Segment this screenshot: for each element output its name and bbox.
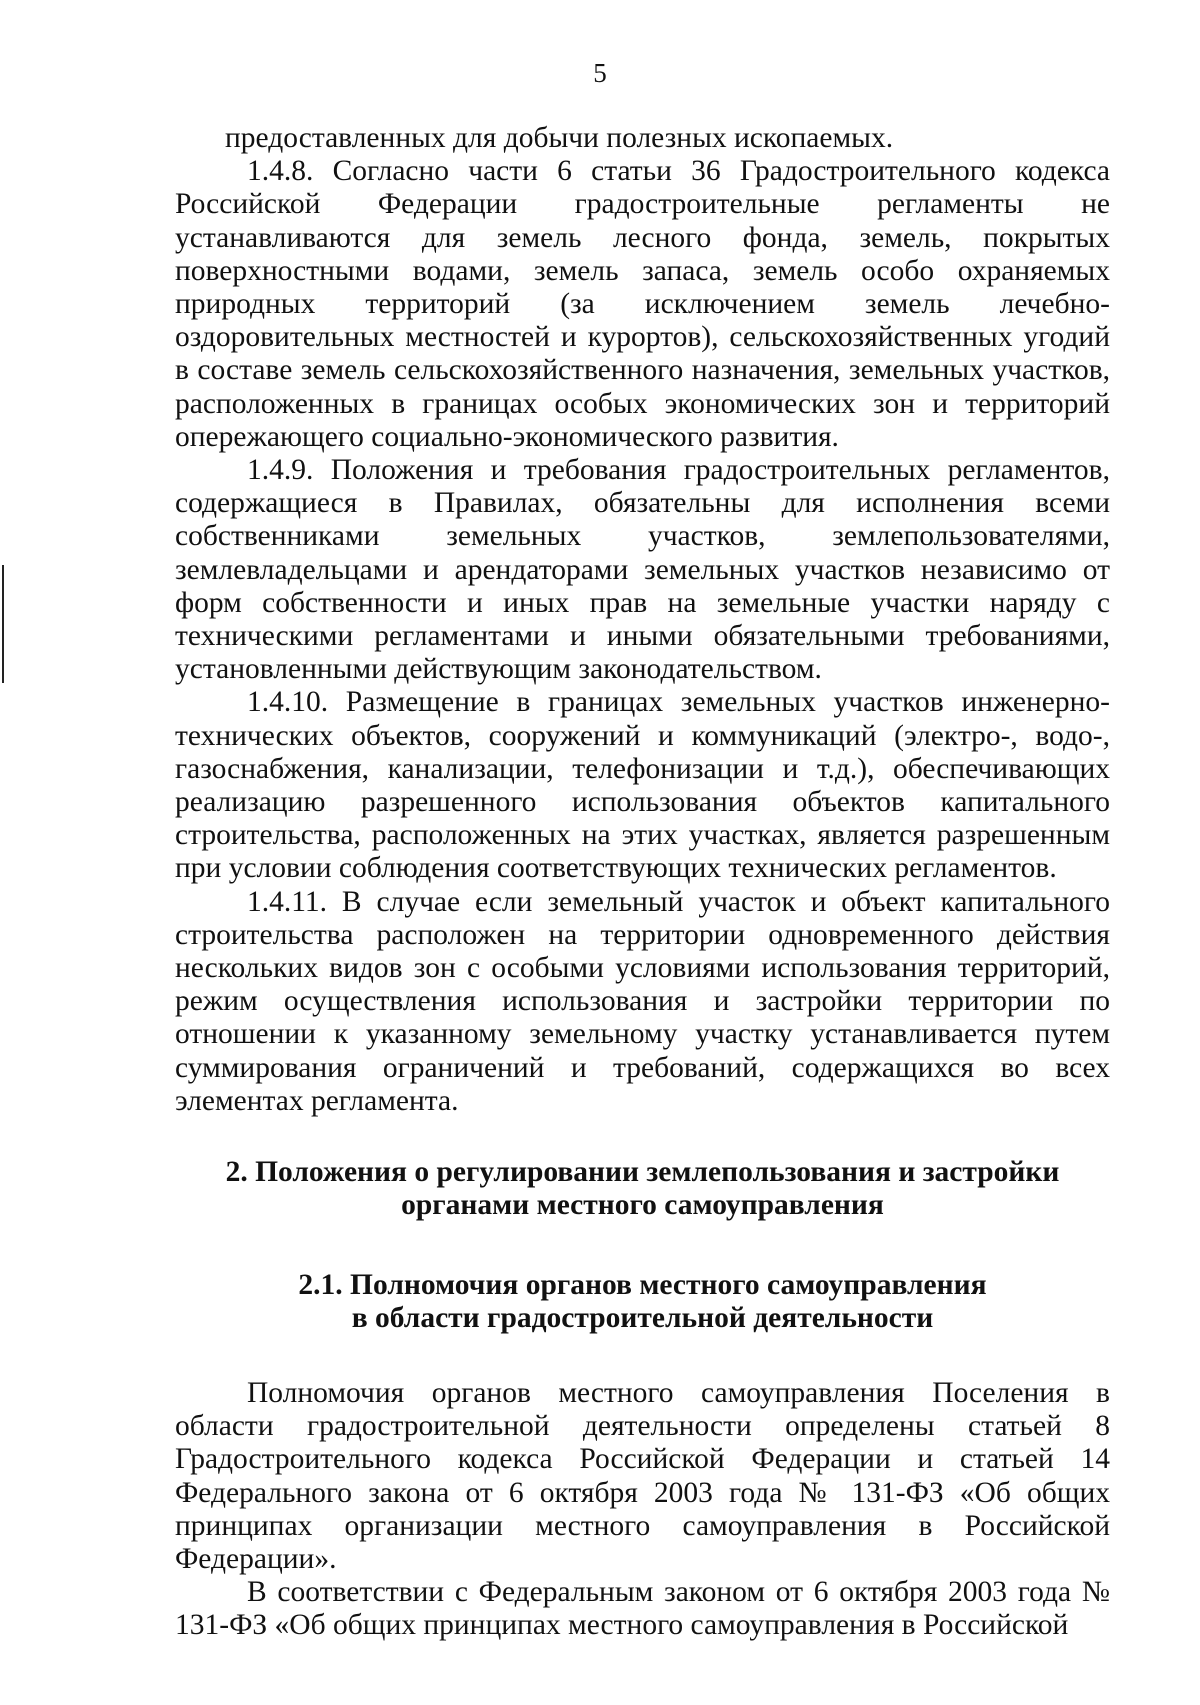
- spacer: [175, 1223, 1110, 1269]
- subsection-heading-line-2: в области градостроительной деятельности: [351, 1301, 934, 1334]
- paragraph-1-4-10: 1.4.10. Размещение в границах земельных участков инженерно-технических объектов, сооружений и коммуникаций (электро-, водо-, газоснабжения, канализации, телефонизации и т.д.), обеспечивающих реализацию разрешенного использования объектов капитального строительства, расположенных на этих участках, является разрешенным при условии соблюдения соответствующих технических регламентов.: [175, 686, 1110, 885]
- page-number: 5: [593, 58, 607, 88]
- subsection-heading: [175, 1269, 1110, 1335]
- spacer: [175, 1335, 1110, 1377]
- section-heading-line-2: органами местного самоуправления: [401, 1189, 884, 1222]
- section-heading-line-1: 2. Положения о регулировании землепользования и застройки: [225, 1156, 1060, 1189]
- document-body: [175, 122, 1110, 1643]
- section-heading: [175, 1156, 1110, 1222]
- margin-binding-mark: [2, 565, 4, 683]
- subsection-heading-line-1: 2.1. Полномочия органов местного самоуправления: [298, 1268, 987, 1301]
- paragraph-1-4-9: 1.4.9. Положения и требования градостроительных регламентов, содержащиеся в Правилах, обязательны для исполнения всеми собственниками земельных участков, землепользователями, землевладельцами и арендаторами земельных участков независимо от форм собственности и иных прав на земельные участки наряду с техническими регламентами и иными обязательными требованиями, установленными действующим законодательством.: [175, 454, 1110, 686]
- paragraph-powers: Полномочия органов местного самоуправления Поселения в области градостроительной деятельности определены статьей 8 Градостроительного кодекса Российской Федерации и статьей 14 Федерального закона от 6 октября 2003 года № 131-ФЗ «Об общих принципах организации местного самоуправления в Российской Федерации».: [175, 1376, 1110, 1575]
- paragraph-1-4-8: 1.4.8. Согласно части 6 статьи 36 Градостроительного кодекса Российской Федерации градостроительные регламенты не устанавливаются для земель лесного фонда, земель, покрытых поверхностными водами, земель запаса, земель особо охраняемых природных территорий (за исключением земель лечебно-оздоровительных местностей и курортов), сельскохозяйственных угодий в составе земель сельскохозяйственного назначения, земельных участков, расположенных в границах особых экономических зон и территорий опережающего социально-экономического развития.: [175, 155, 1110, 453]
- spacer: [175, 1118, 1110, 1156]
- paragraph-1-4-11: 1.4.11. В случае если земельный участок и объект капитального строительства расположен на территории одновременного действия нескольких видов зон с особыми условиями использования территорий, режим осуществления использования и застройки территории по отношении к указанному земельному участку устанавливается путем суммирования ограничений и требований, содержащихся во всех элементах регламента.: [175, 885, 1110, 1117]
- paragraph-continuation: предоставленных для добычи полезных ископаемых.: [225, 122, 894, 154]
- paragraph-federal-law: В соответствии с Федеральным законом от 6 октября 2003 года № 131-ФЗ «Об общих принципах местного самоуправления в Российской: [175, 1576, 1110, 1642]
